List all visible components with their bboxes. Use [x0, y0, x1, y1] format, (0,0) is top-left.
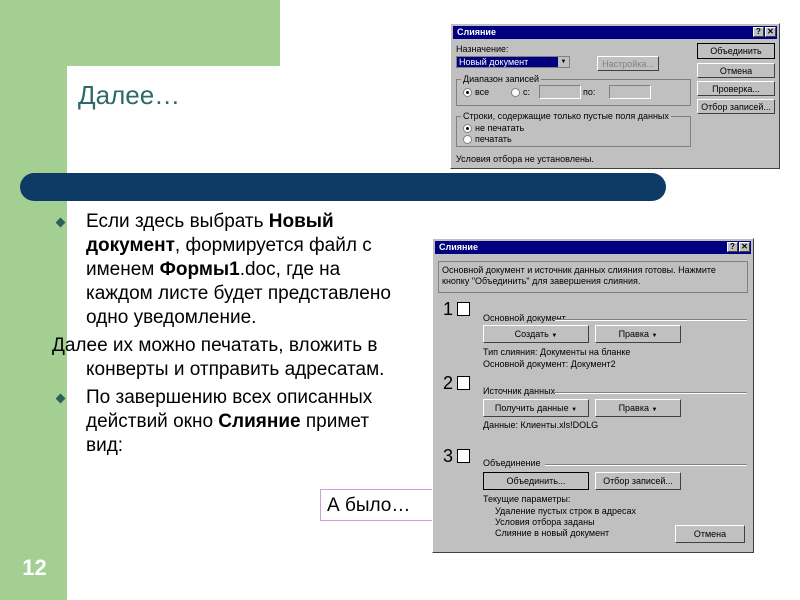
data-source-icon	[457, 376, 470, 390]
step-1-divider	[555, 319, 747, 321]
slide-number: 12	[22, 555, 47, 580]
dialog-title: Слияние	[457, 27, 496, 37]
cancel-button[interactable]: Отмена	[675, 525, 745, 543]
step-3-number: 3	[443, 446, 454, 466]
record-range-label: Диапазон записей	[463, 74, 539, 84]
get-data-label: Получить данные	[494, 403, 569, 413]
destination-value: Новый документ	[459, 57, 529, 67]
query-options-button[interactable]: Отбор записей...	[697, 99, 775, 114]
slide-body	[52, 210, 407, 462]
radio-from[interactable]	[511, 88, 520, 97]
previous-state-link[interactable]: А было…	[320, 489, 468, 521]
current-params-label: Текущие параметры:	[483, 494, 571, 504]
get-data-button[interactable]	[483, 399, 589, 417]
text-run: .doc, где на каждом листе будет представлено одно уведомление.	[86, 259, 391, 328]
main-document: Основной документ: Документ2	[483, 359, 616, 369]
destination-select[interactable]	[456, 56, 570, 68]
range-to-input[interactable]	[609, 85, 651, 99]
step-1-title: Основной документ	[483, 313, 566, 323]
cancel-button[interactable]: Отмена	[697, 63, 775, 78]
bold-term: Новый документ	[86, 211, 334, 256]
merge-button[interactable]: Объединить...	[483, 472, 589, 490]
text-run: , формируется файл с именем	[86, 235, 372, 280]
edit-label: Правка	[618, 403, 649, 413]
title-divider-bar	[20, 173, 666, 201]
chevron-down-icon: ▼	[651, 333, 658, 339]
range-from-input[interactable]	[539, 85, 581, 99]
merge-helper-dialog	[432, 238, 754, 553]
step-3-title: Объединение	[483, 458, 541, 468]
step-2-title: Источник данных	[483, 386, 556, 396]
dialog-title: Слияние	[439, 242, 478, 252]
edit-label: Правка	[618, 329, 649, 339]
text-run: Далее их можно печатать, вложить в конверты и отправить адресатам.	[52, 335, 385, 380]
dropdown-arrow-icon: ▼	[558, 57, 569, 67]
step-2-number: 2	[443, 373, 454, 393]
param-merge-to-new: Слияние в новый документ	[495, 528, 610, 538]
close-button[interactable]: ✕	[765, 27, 776, 37]
merge-button[interactable]: Объединить	[697, 43, 775, 59]
bold-term: Формы1	[159, 259, 240, 280]
radio-print[interactable]	[463, 135, 472, 144]
param-filter-set: Условия отбора заданы	[495, 517, 595, 527]
text-run: Если здесь выбрать	[86, 211, 269, 232]
blank-lines-label: Строки, содержащие только пустые поля данных	[463, 111, 669, 121]
bold-term: Слияние	[218, 411, 301, 432]
dialog-titlebar	[453, 26, 777, 39]
text-run: По завершению всех описанных действий окно	[86, 387, 373, 432]
slide-title: Далее…	[78, 80, 181, 110]
radio-print-label: печатать	[475, 134, 512, 144]
filter-status: Условия отбора не установлены.	[456, 154, 594, 164]
bullet-item	[52, 210, 407, 330]
data-source-line: Данные: Клиенты.xls!DOLG	[483, 420, 599, 430]
step-1-number: 1	[443, 299, 454, 319]
merge-icon	[457, 449, 470, 463]
chevron-down-icon: ▼	[551, 333, 558, 339]
radio-from-label: с:	[523, 87, 531, 97]
info-text: Основной документ и источник данных слияния готовы. Нажмите кнопку "Объединить" для завершения слияния.	[442, 265, 716, 286]
top-green-band	[67, 0, 280, 66]
query-options-button[interactable]: Отбор записей...	[595, 472, 681, 490]
text-paragraph	[52, 334, 407, 382]
destination-label: Назначение:	[456, 44, 509, 54]
create-label: Создать	[514, 329, 549, 339]
check-errors-button[interactable]: Проверка...	[697, 81, 775, 96]
merge-type: Тип слияния: Документы на бланке	[483, 347, 631, 357]
close-button[interactable]: ✕	[739, 242, 750, 252]
text-run: примет вид:	[86, 411, 370, 456]
chevron-down-icon: ▼	[651, 407, 658, 413]
chevron-down-icon: ▼	[571, 407, 578, 413]
bullet-item	[52, 386, 407, 458]
info-box	[438, 261, 748, 293]
radio-no-print-label: не печатать	[475, 123, 525, 133]
param-remove-blank: Удаление пустых строк в адресах	[495, 506, 637, 516]
step-2-divider	[555, 392, 747, 394]
merge-dialog-before	[450, 23, 780, 169]
help-button[interactable]: ?	[727, 242, 738, 252]
radio-no-print[interactable]	[463, 124, 472, 133]
edit-data-button[interactable]	[595, 399, 681, 417]
range-to-label: по:	[583, 87, 596, 97]
step-3-divider	[545, 464, 747, 466]
radio-all[interactable]	[463, 88, 472, 97]
dialog-titlebar	[435, 241, 751, 254]
create-button[interactable]	[483, 325, 589, 343]
help-button[interactable]: ?	[753, 27, 764, 37]
radio-all-label: все	[475, 87, 490, 97]
document-icon	[457, 302, 470, 316]
edit-main-button[interactable]	[595, 325, 681, 343]
setup-button[interactable]: Настройка...	[597, 56, 659, 71]
